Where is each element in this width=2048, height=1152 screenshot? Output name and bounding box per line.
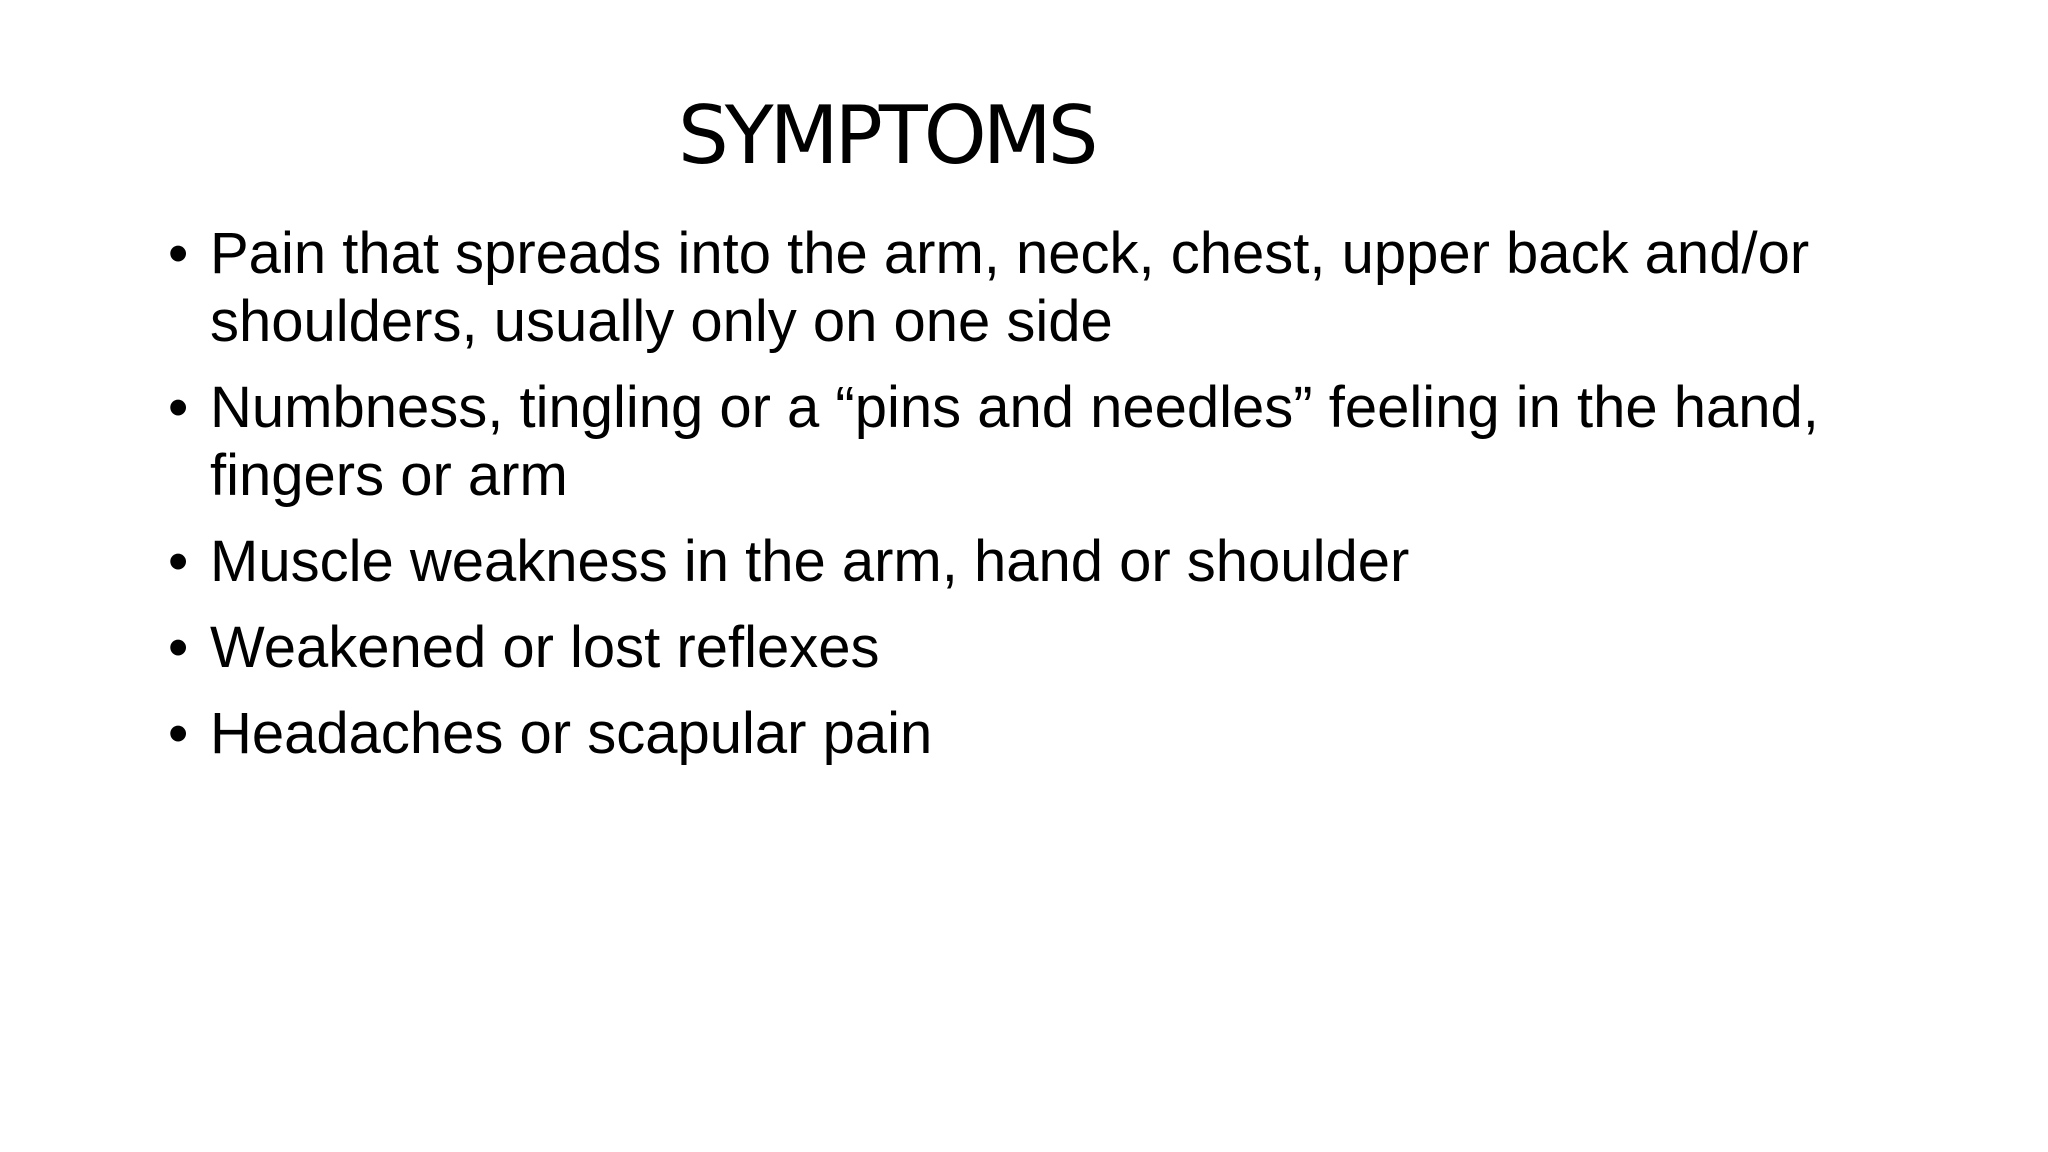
bullet-text: Weakened or lost reflexes [210, 615, 880, 680]
slide-title: SYMPTOMS [678, 89, 1095, 182]
bullet-dot-icon: • [168, 615, 189, 680]
bullet-item [168, 528, 1928, 596]
bullet-text: Muscle weakness in the arm, hand or shoulder [210, 529, 1410, 594]
bullet-dot-icon: • [168, 529, 189, 594]
bullet-item [168, 614, 1928, 682]
bullet-text: Headaches or scapular pain [210, 701, 933, 766]
bullet-dot-icon: • [168, 375, 189, 440]
bullet-item [168, 220, 1928, 356]
bullet-item [168, 700, 1928, 768]
bullet-text: Numbness, tingling or a “pins and needles” feeling in the hand, fingers or arm [210, 375, 1819, 508]
bullet-dot-icon: • [168, 701, 189, 766]
bullet-list [168, 220, 1928, 786]
bullet-item [168, 374, 1928, 510]
bullet-dot-icon: • [168, 221, 189, 286]
bullet-text: Pain that spreads into the arm, neck, chest, upper back and/or shoulders, usually only on one side [210, 221, 1810, 354]
